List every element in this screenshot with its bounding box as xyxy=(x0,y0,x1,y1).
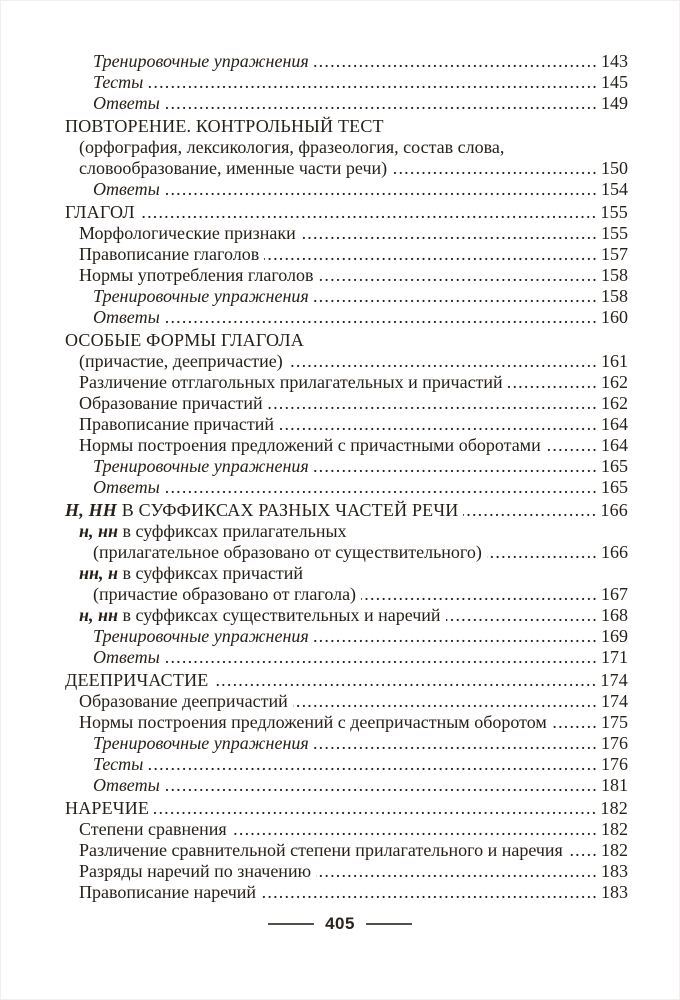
dot-leader xyxy=(140,202,598,223)
toc-entry-line xyxy=(65,244,628,265)
toc-entry-line xyxy=(65,414,628,435)
toc-entry-line xyxy=(65,521,628,542)
dot-leader xyxy=(148,754,598,775)
dot-leader xyxy=(508,372,598,393)
toc-entry-title: Различение сравнительной степени прилагательного и наречия xyxy=(79,840,563,860)
toc-entry-title: Тренировочные упражнения xyxy=(93,733,309,753)
dot-leader xyxy=(314,286,598,307)
toc-entry-page-number: 164 xyxy=(601,414,628,434)
dot-leader xyxy=(546,435,598,456)
toc-entry-line xyxy=(65,51,628,72)
toc-entry-line xyxy=(65,542,628,563)
toc-entry-page-number: 176 xyxy=(601,733,628,753)
toc-entry-page-number: 176 xyxy=(601,754,628,774)
toc-entry-title: ГЛАГОЛ xyxy=(65,202,135,222)
table-of-contents xyxy=(65,51,628,903)
toc-entry-title: Степени сравнения xyxy=(79,819,227,839)
toc-entry-line xyxy=(65,754,628,775)
toc-entry-page-number: 158 xyxy=(601,265,628,285)
toc-entry-line xyxy=(65,93,628,114)
toc-entry-line xyxy=(65,158,628,179)
dot-leader xyxy=(165,179,598,200)
toc-entry-title: Тренировочные упражнения xyxy=(93,51,309,71)
toc-entry-page-number: 182 xyxy=(600,798,628,818)
toc-entry-page-number: 149 xyxy=(601,93,628,113)
dot-leader xyxy=(314,733,598,754)
toc-entry-title: Образование деепричастий xyxy=(79,691,288,711)
toc-entry-title: Образование причастий xyxy=(79,393,263,413)
toc-entry-title: Ответы xyxy=(93,775,160,795)
toc-entry-line xyxy=(65,840,628,861)
toc-entry-line xyxy=(65,265,628,286)
toc-entry-title: (причастие, деепричастие) xyxy=(79,351,283,371)
toc-entry-title: (орфография, лексикология, фразеология, состав слова, xyxy=(79,137,505,157)
dot-leader xyxy=(288,351,598,372)
dot-leader xyxy=(148,72,598,93)
toc-entry-title: Разряды наречий по значению xyxy=(79,861,312,881)
toc-entry-page-number: 161 xyxy=(601,351,628,371)
toc-entry-page-number: 165 xyxy=(601,477,628,497)
toc-entry-page-number: 165 xyxy=(601,456,628,476)
toc-entry-line xyxy=(65,670,628,691)
toc-entry-page-number: 157 xyxy=(601,244,628,264)
toc-entry-page-number: 154 xyxy=(601,179,628,199)
dot-leader xyxy=(165,307,598,328)
toc-entry-page-number: 145 xyxy=(601,72,628,92)
toc-entry-line xyxy=(65,116,628,137)
dot-leader xyxy=(392,158,598,179)
toc-entry-page-number: 174 xyxy=(601,691,628,711)
dot-leader xyxy=(264,244,598,265)
dot-leader xyxy=(314,456,598,477)
toc-entry-title: Тесты xyxy=(93,754,144,774)
toc-entry-title: Ответы xyxy=(93,307,160,327)
toc-entry-title: нн, н в суффиксах причастий xyxy=(79,563,304,583)
toc-entry-page-number: 168 xyxy=(601,605,628,625)
toc-entry-title: Ответы xyxy=(93,93,160,113)
dot-leader xyxy=(268,393,598,414)
toc-entry-page-number: 181 xyxy=(601,775,628,795)
toc-entry-line xyxy=(65,691,628,712)
toc-entry-title: Н, НН В СУФФИКСАХ РАЗНЫХ ЧАСТЕЙ РЕЧИ xyxy=(65,500,459,520)
toc-entry-page-number: 182 xyxy=(601,819,628,839)
toc-entry-page-number: 162 xyxy=(601,372,628,392)
toc-entry-title: Нормы построения предложений с причастными оборотами xyxy=(79,435,541,455)
toc-entry-line xyxy=(65,861,628,882)
toc-entry-line xyxy=(65,477,628,498)
toc-entry-line xyxy=(65,307,628,328)
dot-leader xyxy=(165,93,598,114)
toc-entry-page-number: 155 xyxy=(601,223,628,243)
dot-leader xyxy=(487,542,598,563)
toc-entry-page-number: 143 xyxy=(601,51,628,71)
dot-leader xyxy=(316,861,598,882)
toc-entry-title: ПОВТОРЕНИЕ. КОНТРОЛЬНЫЙ ТЕСТ xyxy=(65,116,384,136)
toc-entry-line xyxy=(65,72,628,93)
toc-entry-title: Различение отглагольных прилагательных и причастий xyxy=(79,372,503,392)
dot-leader xyxy=(154,798,597,819)
toc-entry-line xyxy=(65,179,628,200)
toc-entry-line xyxy=(65,819,628,840)
dot-leader xyxy=(232,819,598,840)
toc-entry-line xyxy=(65,286,628,307)
toc-entry-page-number: 166 xyxy=(601,542,628,562)
dot-leader xyxy=(165,647,598,668)
toc-entry-page-number: 166 xyxy=(600,500,628,520)
dot-leader xyxy=(261,882,598,903)
page-footer xyxy=(0,914,680,934)
toc-entry-page-number: 171 xyxy=(601,647,628,667)
toc-entry-line xyxy=(65,775,628,796)
toc-entry-title: Правописание глаголов xyxy=(79,244,260,264)
toc-entry-line xyxy=(65,500,628,521)
toc-entry-title: Морфологические признаки xyxy=(79,223,296,243)
toc-entry-title: н, нн в суффиксах существительных и наречий xyxy=(79,605,441,625)
toc-entry-line xyxy=(65,563,628,584)
toc-entry-title: Правописание наречий xyxy=(79,882,257,902)
toc-entry-page-number: 162 xyxy=(601,393,628,413)
toc-entry-title: Нормы построения предложений с деепричастным оборотом xyxy=(79,712,547,732)
toc-entry-line xyxy=(65,137,628,158)
toc-entry-page-number: 150 xyxy=(601,158,628,178)
toc-entry-line xyxy=(65,372,628,393)
toc-entry-page-number: 160 xyxy=(601,307,628,327)
dot-leader xyxy=(568,840,598,861)
toc-entry-line xyxy=(65,330,628,351)
toc-entry-page-number: 164 xyxy=(601,435,628,455)
toc-entry-title: словообразование, именные части речи) xyxy=(79,158,388,178)
toc-entry-title: Правописание причастий xyxy=(79,414,275,434)
dot-leader xyxy=(293,691,598,712)
toc-entry-title: (причастие образовано от глагола) xyxy=(93,584,357,604)
toc-entry-page-number: 175 xyxy=(601,712,628,732)
toc-entry-title: Тренировочные упражнения xyxy=(93,626,309,646)
toc-entry-title: ОСОБЫЕ ФОРМЫ ГЛАГОЛА xyxy=(65,330,304,350)
toc-entry-page-number: 183 xyxy=(601,882,628,902)
toc-entry-title: Тренировочные упражнения xyxy=(93,456,309,476)
toc-entry-title: (прилагательное образовано от существительного) xyxy=(93,542,482,562)
toc-entry-line xyxy=(65,223,628,244)
toc-entry-page-number: 183 xyxy=(601,861,628,881)
toc-entry-page-number: 182 xyxy=(601,840,628,860)
toc-entry-page-number: 169 xyxy=(601,626,628,646)
toc-entry-line xyxy=(65,647,628,668)
toc-entry-line xyxy=(65,351,628,372)
toc-entry-line xyxy=(65,605,628,626)
dot-leader xyxy=(314,51,598,72)
toc-entry-line xyxy=(65,882,628,903)
footer-rule-right xyxy=(366,923,412,925)
toc-entry-line xyxy=(65,733,628,754)
dot-leader xyxy=(319,265,598,286)
dot-leader xyxy=(213,670,597,691)
dot-leader xyxy=(446,605,598,626)
toc-entry-line xyxy=(65,393,628,414)
toc-entry-page-number: 155 xyxy=(600,202,628,222)
dot-leader xyxy=(463,500,597,521)
dot-leader xyxy=(165,775,598,796)
toc-entry-page-number: 174 xyxy=(600,670,628,690)
toc-entry-title: Тесты xyxy=(93,72,144,92)
toc-entry-line xyxy=(65,712,628,733)
dot-leader xyxy=(301,223,598,244)
toc-entry-title: Ответы xyxy=(93,647,160,667)
toc-entry-title: Ответы xyxy=(93,179,160,199)
dot-leader xyxy=(552,712,598,733)
dot-leader xyxy=(361,584,598,605)
toc-entry-line xyxy=(65,435,628,456)
toc-entry-title: ДЕЕПРИЧАСТИЕ xyxy=(65,670,209,690)
dot-leader xyxy=(165,477,598,498)
toc-entry-line xyxy=(65,798,628,819)
toc-entry-line xyxy=(65,202,628,223)
toc-entry-title: н, нн в суффиксах прилагательных xyxy=(79,521,347,541)
toc-entry-page-number: 167 xyxy=(601,584,628,604)
dot-leader xyxy=(279,414,598,435)
dot-leader xyxy=(314,626,598,647)
toc-entry-title: Тренировочные упражнения xyxy=(93,286,309,306)
toc-entry-line xyxy=(65,584,628,605)
toc-entry-title: Нормы употребления глаголов xyxy=(79,265,314,285)
footer-rule-left xyxy=(268,923,314,925)
footer-page-number: 405 xyxy=(325,914,355,933)
toc-entry-title: Ответы xyxy=(93,477,160,497)
toc-entry-line xyxy=(65,456,628,477)
toc-entry-page-number: 158 xyxy=(601,286,628,306)
toc-entry-line xyxy=(65,626,628,647)
toc-entry-title: НАРЕЧИЕ xyxy=(65,798,150,818)
